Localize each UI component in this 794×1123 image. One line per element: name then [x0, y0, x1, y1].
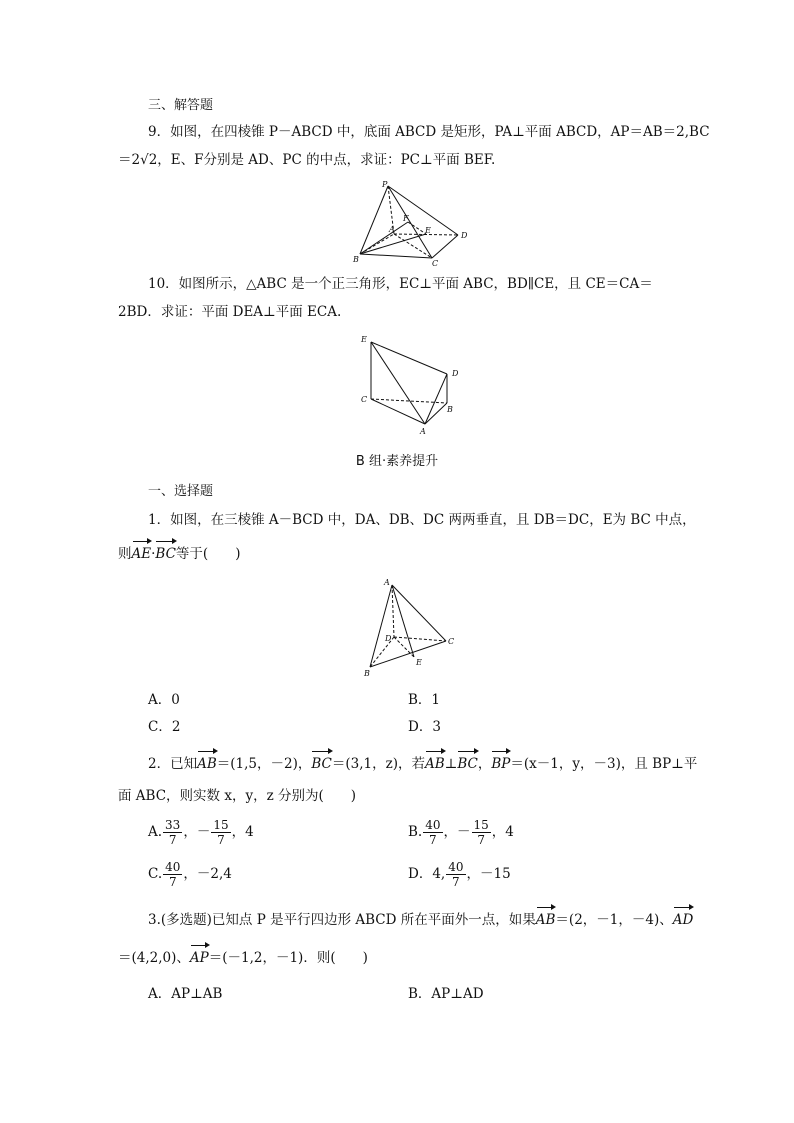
- q10-line2: 2BD．求证：平面 DEA⊥平面 ECA.: [118, 304, 342, 320]
- label-c: C: [361, 395, 368, 404]
- q2-option-d: [408, 860, 511, 889]
- q2-line2: 面 ABC，则实数 x，y，z 分别为( ): [118, 788, 357, 804]
- q2-t4: ＝(x－1，y，－3)，且 BP⊥平: [510, 756, 698, 772]
- q1-line2: [118, 544, 240, 564]
- label-p: P: [382, 180, 388, 189]
- fraction: [446, 860, 465, 889]
- label-a: A: [420, 427, 426, 436]
- q2-option-a: [148, 818, 254, 847]
- tail: ，－2,4: [183, 866, 232, 882]
- q1-option-c: C．2: [148, 719, 181, 735]
- q9-text: ＝2: [118, 152, 141, 168]
- numerator: 40: [165, 860, 181, 874]
- tail: ，4: [491, 824, 514, 840]
- label-a: A: [384, 578, 390, 587]
- q1-option-b: B．1: [408, 692, 441, 708]
- group-b-title: B 组·素养提升: [355, 454, 439, 469]
- label-c: C: [432, 259, 439, 268]
- label-b: B: [353, 255, 359, 264]
- q3-line1: [148, 910, 693, 930]
- dot-operator: ·: [151, 546, 156, 562]
- vector-ae: AE: [131, 546, 152, 562]
- option-label: C.: [148, 866, 163, 882]
- sqrt-two: √2: [140, 152, 158, 168]
- vector-ap: AP: [189, 950, 209, 966]
- vector-ab: AB: [197, 756, 217, 772]
- figure-tetrahedron-abcd: [360, 575, 460, 680]
- fraction: [163, 860, 182, 889]
- label-e: E: [425, 226, 431, 235]
- q3-pre2: ＝(4,2,0)、: [118, 950, 190, 966]
- q2-t3: ，: [477, 756, 492, 772]
- figure-prism-edcba: [355, 330, 470, 436]
- q2-option-c: [148, 860, 232, 889]
- q9-line2: [118, 150, 495, 170]
- label-e: E: [361, 335, 367, 344]
- tail: ，4: [231, 824, 254, 840]
- denominator: 7: [168, 875, 177, 889]
- vector-bc: BC: [311, 756, 332, 772]
- q1-line1: 1．如图，在三棱锥 A－BCD 中，DA、DB、DC 两两垂直，且 DB＝DC，E为 BC 中点，: [148, 512, 696, 528]
- fraction: [423, 818, 442, 847]
- tail: ，－15: [466, 866, 511, 882]
- vector-ab: AB: [425, 756, 445, 772]
- q3-line2: [118, 948, 368, 968]
- section-title-answers: 三、解答题: [148, 98, 214, 113]
- q2-t1: ＝(1,5，－2)，: [216, 756, 312, 772]
- denominator: 7: [452, 875, 460, 889]
- q3-post: ＝(－1,2，－1)．则( ): [208, 950, 368, 966]
- label-d: D: [385, 634, 392, 643]
- label-a: A: [389, 225, 395, 234]
- q3-option-a: A．AP⊥AB: [148, 986, 223, 1002]
- numerator: 15: [213, 818, 229, 832]
- label-b: B: [364, 669, 370, 678]
- denominator: 7: [429, 833, 437, 847]
- numerator: 40: [425, 818, 441, 832]
- section-title-choice: 一、选择题: [148, 484, 214, 499]
- q2-line1: [148, 754, 697, 774]
- numerator: 40: [448, 860, 464, 874]
- vector-bc: BC: [155, 546, 176, 562]
- label-d: D: [452, 369, 459, 378]
- q9-line1: 9．如图，在四棱锥 P－ABCD 中，底面 ABCD 是矩形，PA⊥平面 ABCD，AP＝AB＝2,BC: [148, 124, 710, 140]
- q10-line1: 10．如图所示，△ABC 是一个正三角形，EC⊥平面 ABC，BD∥CE，且 CE＝CA＝: [148, 276, 653, 292]
- vector-ad: AD: [672, 912, 694, 928]
- q2-t2: ＝(3,1，z)，若: [331, 756, 425, 772]
- label-c: C: [448, 637, 455, 646]
- figure-pyramid-pabcd: [350, 178, 480, 268]
- q2-option-b: [408, 818, 514, 847]
- option-label: A.: [148, 824, 163, 840]
- option-label: D．4,: [408, 866, 446, 882]
- fraction: [163, 818, 182, 847]
- label-d: D: [461, 231, 468, 240]
- denominator: 7: [477, 833, 485, 847]
- separator: ，－: [443, 824, 471, 840]
- q2-pre: 2．已知: [148, 756, 198, 772]
- q3-pre: 3.(多选题)已知点 P 是平行四边形 ABCD 所在平面外一点，如果: [148, 912, 536, 928]
- perp-symbol: ⊥: [444, 756, 458, 772]
- fraction: [211, 818, 230, 847]
- label-e: E: [416, 658, 422, 667]
- q9-text-tail: ，E、F分别是 AD、PC 的中点，求证：PC⊥平面 BEF.: [157, 152, 496, 168]
- q3-option-b: B．AP⊥AD: [408, 986, 484, 1002]
- option-label: B.: [408, 824, 423, 840]
- vector-bc: BC: [457, 756, 478, 772]
- vector-ab: AB: [535, 912, 556, 928]
- fraction: [472, 818, 491, 847]
- q1-option-a: A．0: [148, 692, 180, 708]
- q1-post: 等于( ): [175, 546, 241, 562]
- vector-bp: BP: [491, 756, 511, 772]
- denominator: 7: [168, 833, 177, 847]
- label-f: F: [403, 214, 409, 223]
- numerator: 33: [165, 818, 181, 832]
- q3-t1: ＝(2，－1，－4)、: [555, 912, 673, 928]
- numerator: 15: [473, 818, 489, 832]
- separator: ，－: [183, 824, 211, 840]
- label-b: B: [447, 405, 453, 414]
- denominator: 7: [217, 833, 225, 847]
- q1-pre: 则: [118, 546, 132, 562]
- q1-option-d: D．3: [408, 719, 441, 735]
